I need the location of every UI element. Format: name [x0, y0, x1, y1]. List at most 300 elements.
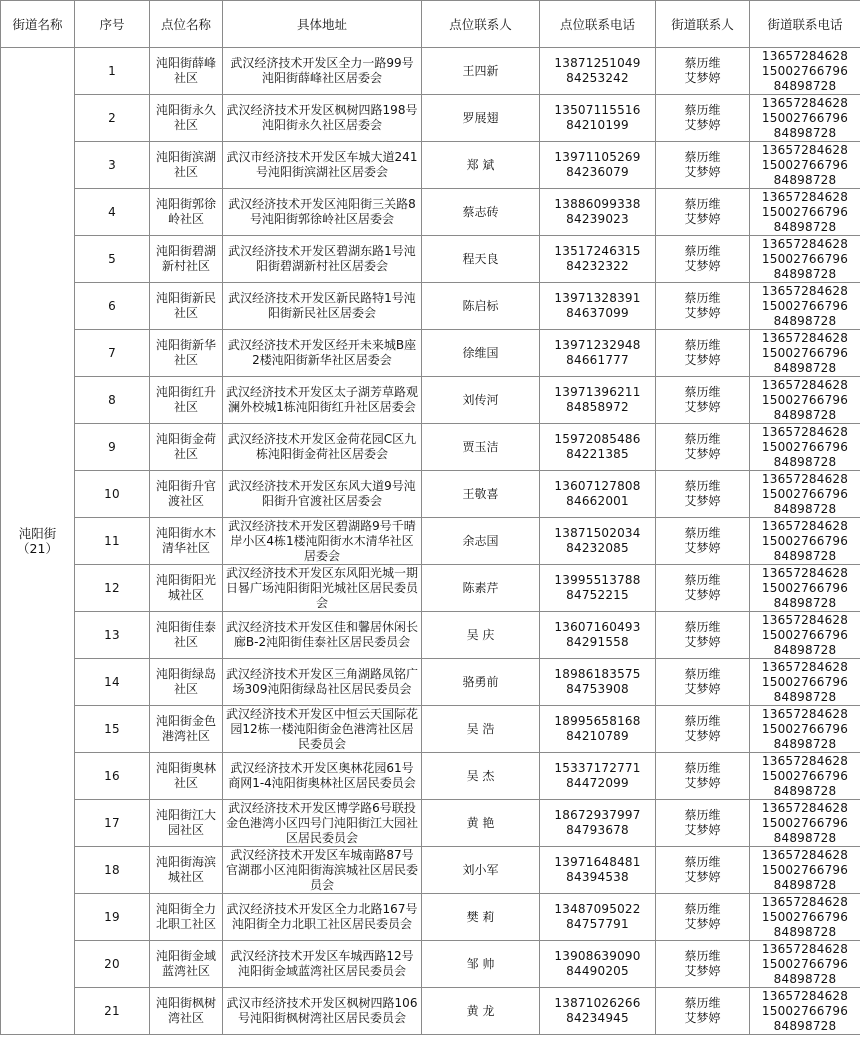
table-row — [1, 424, 860, 471]
street-name: 沌阳街 — [18, 526, 57, 541]
street-contact-1: 蔡历维 — [684, 56, 721, 70]
serial-number: 2 — [75, 95, 150, 142]
street-phone-1: 13657284628 — [761, 894, 849, 909]
street-phone-cell — [750, 941, 860, 988]
street-phone-cell — [750, 800, 860, 847]
serial-number: 20 — [75, 941, 150, 988]
site-address: 武汉经济技术开发区车城西路12号沌阳街金域蓝湾社区居民委员会 — [223, 941, 422, 988]
serial-number: 17 — [75, 800, 150, 847]
street-phone-cell — [750, 471, 860, 518]
street-contact-2: 艾梦婷 — [684, 71, 721, 85]
street-phone-3: 84898728 — [773, 924, 837, 939]
street-phone-cell — [750, 283, 860, 330]
site-address: 武汉经济技术开发区博学路6号联投金色港湾小区四号门沌阳街江大园社区居民委员会 — [223, 800, 422, 847]
site-address: 武汉经济技术开发区车城南路87号官湖郡小区沌阳街海滨城社区居民委员会 — [223, 847, 422, 894]
street-phone-1: 13657284628 — [761, 988, 849, 1003]
street-contact-1: 蔡历维 — [684, 949, 721, 963]
site-mobile: 18995658168 — [554, 714, 641, 728]
site-mobile: 13971648481 — [554, 855, 641, 869]
site-address: 武汉经济技术开发区经开未来城B座2楼沌阳街新华社区居委会 — [223, 330, 422, 377]
site-phone-cell — [540, 48, 656, 95]
table-row — [1, 518, 860, 565]
street-contact-cell — [656, 471, 750, 518]
street-contact-2: 艾梦婷 — [684, 447, 721, 461]
site-contact: 刘小军 — [422, 847, 540, 894]
site-address: 武汉经济技术开发区金荷花园C区九栋沌阳街金荷社区居委会 — [223, 424, 422, 471]
street-phone-2: 15002766796 — [761, 533, 849, 548]
site-mobile: 13487095022 — [554, 902, 641, 916]
header-site-phone: 点位联系电话 — [540, 1, 656, 48]
street-phone-cell — [750, 330, 860, 377]
street-contact-cell — [656, 847, 750, 894]
table-row — [1, 48, 860, 95]
site-landline: 84210199 — [566, 118, 629, 132]
site-landline: 84221385 — [566, 447, 629, 461]
street-phone-3: 84898728 — [773, 642, 837, 657]
street-phone-3: 84898728 — [773, 736, 837, 751]
street-phone-cell — [750, 988, 860, 1035]
street-phone-3: 84898728 — [773, 78, 837, 93]
site-landline: 84253242 — [566, 71, 629, 85]
street-contact-cell — [656, 236, 750, 283]
serial-number: 10 — [75, 471, 150, 518]
street-contact-2: 艾梦婷 — [684, 635, 721, 649]
street-contact-2: 艾梦婷 — [684, 494, 721, 508]
street-contact-2: 艾梦婷 — [684, 1011, 721, 1025]
street-phone-2: 15002766796 — [761, 815, 849, 830]
street-phone-1: 13657284628 — [761, 565, 849, 580]
street-phone-3: 84898728 — [773, 313, 837, 328]
street-phone-1: 13657284628 — [761, 941, 849, 956]
site-phone-cell — [540, 659, 656, 706]
street-phone-3: 84898728 — [773, 595, 837, 610]
site-address: 武汉经济技术开发区太子湖芳草路观澜外校城1栋沌阳街红升社区居委会 — [223, 377, 422, 424]
site-contact: 罗展翅 — [422, 95, 540, 142]
header-site-contact: 点位联系人 — [422, 1, 540, 48]
street-contact-cell — [656, 659, 750, 706]
street-phone-3: 84898728 — [773, 689, 837, 704]
table-row — [1, 283, 860, 330]
street-phone-2: 15002766796 — [761, 157, 849, 172]
table-row — [1, 894, 860, 941]
site-landline: 84490205 — [566, 964, 629, 978]
site-contact: 陈启标 — [422, 283, 540, 330]
site-landline: 84793678 — [566, 823, 629, 837]
street-phone-3: 84898728 — [773, 219, 837, 234]
street-contact-2: 艾梦婷 — [684, 400, 721, 414]
street-phone-3: 84898728 — [773, 266, 837, 281]
street-phone-2: 15002766796 — [761, 768, 849, 783]
street-site-count: （21） — [17, 541, 58, 556]
site-name: 沌阳街薛峰社区 — [150, 48, 223, 95]
street-contact-cell — [656, 283, 750, 330]
street-phone-3: 84898728 — [773, 172, 837, 187]
site-landline: 84858972 — [566, 400, 629, 414]
site-phone-cell — [540, 612, 656, 659]
site-name: 沌阳街郭徐岭社区 — [150, 189, 223, 236]
street-contact-cell — [656, 800, 750, 847]
site-landline: 84291558 — [566, 635, 629, 649]
site-landline: 84210789 — [566, 729, 629, 743]
site-name: 沌阳街红升社区 — [150, 377, 223, 424]
table-row — [1, 659, 860, 706]
serial-number: 19 — [75, 894, 150, 941]
street-phone-cell — [750, 612, 860, 659]
site-landline: 84239023 — [566, 212, 629, 226]
serial-number: 16 — [75, 753, 150, 800]
site-contact: 蔡志砖 — [422, 189, 540, 236]
site-mobile: 13886099338 — [554, 197, 641, 211]
site-phone-cell — [540, 706, 656, 753]
street-phone-1: 13657284628 — [761, 95, 849, 110]
site-name: 沌阳街枫树湾社区 — [150, 988, 223, 1035]
site-mobile: 15337172771 — [554, 761, 641, 775]
street-phone-cell — [750, 424, 860, 471]
site-mobile: 13971328391 — [554, 291, 641, 305]
street-phone-cell — [750, 377, 860, 424]
serial-number: 9 — [75, 424, 150, 471]
street-phone-2: 15002766796 — [761, 63, 849, 78]
site-landline: 84232085 — [566, 541, 629, 555]
site-address: 武汉经济技术开发区佳和馨居休闲长廊B-2沌阳街佳泰社区居民委员会 — [223, 612, 422, 659]
table-row — [1, 565, 860, 612]
table-row — [1, 471, 860, 518]
serial-number: 6 — [75, 283, 150, 330]
site-mobile: 13908639090 — [554, 949, 641, 963]
street-phone-3: 84898728 — [773, 830, 837, 845]
street-contact-2: 艾梦婷 — [684, 259, 721, 273]
site-contact: 王敬喜 — [422, 471, 540, 518]
site-phone-cell — [540, 565, 656, 612]
street-phone-2: 15002766796 — [761, 674, 849, 689]
table-row — [1, 330, 860, 377]
street-contact-2: 艾梦婷 — [684, 353, 721, 367]
street-phone-2: 15002766796 — [761, 580, 849, 595]
serial-number: 3 — [75, 142, 150, 189]
street-contact-1: 蔡历维 — [684, 573, 721, 587]
street-contact-2: 艾梦婷 — [684, 118, 721, 132]
street-contact-cell — [656, 612, 750, 659]
street-phone-2: 15002766796 — [761, 110, 849, 125]
street-phone-cell — [750, 48, 860, 95]
street-phone-1: 13657284628 — [761, 424, 849, 439]
site-name: 沌阳街金色港湾社区 — [150, 706, 223, 753]
site-name: 沌阳街金域蓝湾社区 — [150, 941, 223, 988]
street-contact-1: 蔡历维 — [684, 103, 721, 117]
site-phone-cell — [540, 988, 656, 1035]
site-name: 沌阳街升官渡社区 — [150, 471, 223, 518]
serial-number: 4 — [75, 189, 150, 236]
street-contact-1: 蔡历维 — [684, 479, 721, 493]
street-phone-3: 84898728 — [773, 360, 837, 375]
street-contact-cell — [656, 753, 750, 800]
street-contact-2: 艾梦婷 — [684, 588, 721, 602]
street-phone-1: 13657284628 — [761, 847, 849, 862]
site-address: 武汉经济技术开发区三角湖路凤铭广场309沌阳街绿岛社区居民委员会 — [223, 659, 422, 706]
street-phone-3: 84898728 — [773, 454, 837, 469]
street-contact-1: 蔡历维 — [684, 291, 721, 305]
serial-number: 13 — [75, 612, 150, 659]
street-phone-1: 13657284628 — [761, 283, 849, 298]
street-contact-1: 蔡历维 — [684, 620, 721, 634]
header-street-contact: 街道联系人 — [656, 1, 750, 48]
site-address: 武汉经济技术开发区全力北路167号沌阳街全力北职工社区居民委员会 — [223, 894, 422, 941]
site-mobile: 18986183575 — [554, 667, 641, 681]
header-serial-number: 序号 — [75, 1, 150, 48]
street-phone-3: 84898728 — [773, 1018, 837, 1033]
site-name: 沌阳街水木清华社区 — [150, 518, 223, 565]
street-phone-2: 15002766796 — [761, 392, 849, 407]
street-contact-1: 蔡历维 — [684, 526, 721, 540]
serial-number: 7 — [75, 330, 150, 377]
serial-number: 12 — [75, 565, 150, 612]
street-name-cell — [1, 48, 75, 1035]
site-landline: 84753908 — [566, 682, 629, 696]
site-contact: 刘传河 — [422, 377, 540, 424]
street-phone-2: 15002766796 — [761, 956, 849, 971]
street-contact-cell — [656, 988, 750, 1035]
site-address: 武汉市经济技术开发区车城大道241号沌阳街滨湖社区居委会 — [223, 142, 422, 189]
site-phone-cell — [540, 471, 656, 518]
site-contact: 黄 艳 — [422, 800, 540, 847]
street-contact-1: 蔡历维 — [684, 761, 721, 775]
street-contact-cell — [656, 377, 750, 424]
street-contact-1: 蔡历维 — [684, 902, 721, 916]
table-row — [1, 847, 860, 894]
street-contact-cell — [656, 941, 750, 988]
site-mobile: 18672937997 — [554, 808, 641, 822]
site-address: 武汉经济技术开发区中恒云天国际花园12栋一楼沌阳街金色港湾社区居民委员会 — [223, 706, 422, 753]
site-name: 沌阳街海滨城社区 — [150, 847, 223, 894]
street-phone-3: 84898728 — [773, 783, 837, 798]
street-contact-cell — [656, 189, 750, 236]
street-phone-cell — [750, 236, 860, 283]
site-phone-cell — [540, 518, 656, 565]
site-phone-cell — [540, 424, 656, 471]
street-phone-3: 84898728 — [773, 125, 837, 140]
street-contact-cell — [656, 894, 750, 941]
site-phone-cell — [540, 847, 656, 894]
site-address: 武汉经济技术开发区碧湖路9号千晴岸小区4栋1楼沌阳街水木清华社区居委会 — [223, 518, 422, 565]
site-landline: 84757791 — [566, 917, 629, 931]
street-contact-1: 蔡历维 — [684, 385, 721, 399]
street-phone-3: 84898728 — [773, 971, 837, 986]
table-row — [1, 706, 860, 753]
site-mobile: 13871502034 — [554, 526, 641, 540]
street-phone-1: 13657284628 — [761, 236, 849, 251]
street-phone-2: 15002766796 — [761, 439, 849, 454]
street-contact-2: 艾梦婷 — [684, 165, 721, 179]
street-phone-1: 13657284628 — [761, 800, 849, 815]
street-phone-1: 13657284628 — [761, 659, 849, 674]
street-contact-1: 蔡历维 — [684, 244, 721, 258]
street-phone-1: 13657284628 — [761, 189, 849, 204]
site-contact: 王四新 — [422, 48, 540, 95]
street-contact-2: 艾梦婷 — [684, 541, 721, 555]
street-contact-1: 蔡历维 — [684, 338, 721, 352]
street-contact-cell — [656, 424, 750, 471]
street-contact-1: 蔡历维 — [684, 432, 721, 446]
serial-number: 14 — [75, 659, 150, 706]
street-phone-2: 15002766796 — [761, 298, 849, 313]
street-phone-2: 15002766796 — [761, 486, 849, 501]
street-contact-cell — [656, 518, 750, 565]
serial-number: 11 — [75, 518, 150, 565]
site-mobile: 13517246315 — [554, 244, 641, 258]
site-phone-cell — [540, 377, 656, 424]
site-name: 沌阳街全力北职工社区 — [150, 894, 223, 941]
site-contact: 贾玉洁 — [422, 424, 540, 471]
street-contact-2: 艾梦婷 — [684, 212, 721, 226]
site-address: 武汉经济技术开发区全力一路99号沌阳街薛峰社区居委会 — [223, 48, 422, 95]
street-contact-1: 蔡历维 — [684, 714, 721, 728]
street-phone-2: 15002766796 — [761, 627, 849, 642]
site-mobile: 13971105269 — [554, 150, 641, 164]
site-phone-cell — [540, 236, 656, 283]
table-row — [1, 612, 860, 659]
street-phone-cell — [750, 95, 860, 142]
street-phone-1: 13657284628 — [761, 753, 849, 768]
street-phone-3: 84898728 — [773, 877, 837, 892]
site-name: 沌阳街佳泰社区 — [150, 612, 223, 659]
street-phone-cell — [750, 565, 860, 612]
site-phone-cell — [540, 189, 656, 236]
street-contact-1: 蔡历维 — [684, 808, 721, 822]
site-mobile: 13507115516 — [554, 103, 641, 117]
site-contact: 黄 龙 — [422, 988, 540, 1035]
site-mobile: 13607127808 — [554, 479, 641, 493]
site-landline: 84232322 — [566, 259, 629, 273]
street-phone-1: 13657284628 — [761, 612, 849, 627]
street-phone-3: 84898728 — [773, 548, 837, 563]
site-contact: 郑 斌 — [422, 142, 540, 189]
header-street-phone: 街道联系电话 — [750, 1, 860, 48]
site-address: 武汉市经济技术开发区枫树四路106号沌阳街枫树湾社区居民委员会 — [223, 988, 422, 1035]
site-contact: 邹 帅 — [422, 941, 540, 988]
table-row — [1, 189, 860, 236]
street-phone-2: 15002766796 — [761, 721, 849, 736]
street-phone-1: 13657284628 — [761, 330, 849, 345]
site-phone-cell — [540, 283, 656, 330]
site-landline: 84472099 — [566, 776, 629, 790]
street-phone-2: 15002766796 — [761, 862, 849, 877]
site-phone-cell — [540, 894, 656, 941]
table-row — [1, 988, 860, 1035]
site-address: 武汉经济技术开发区东风阳光城一期日晷广场沌阳街阳光城社区居民委员会 — [223, 565, 422, 612]
street-contact-2: 艾梦婷 — [684, 776, 721, 790]
serial-number: 21 — [75, 988, 150, 1035]
site-contact: 吴 杰 — [422, 753, 540, 800]
street-phone-cell — [750, 142, 860, 189]
street-phone-1: 13657284628 — [761, 471, 849, 486]
site-name: 沌阳街滨湖社区 — [150, 142, 223, 189]
site-contact: 樊 莉 — [422, 894, 540, 941]
street-phone-1: 13657284628 — [761, 377, 849, 392]
site-address: 武汉经济技术开发区碧湖东路1号沌阳街碧湖新村社区居委会 — [223, 236, 422, 283]
site-contact: 陈素芹 — [422, 565, 540, 612]
street-phone-cell — [750, 518, 860, 565]
street-phone-cell — [750, 659, 860, 706]
street-phone-cell — [750, 753, 860, 800]
street-contact-cell — [656, 142, 750, 189]
street-phone-cell — [750, 189, 860, 236]
site-contact: 徐维国 — [422, 330, 540, 377]
site-address: 武汉经济技术开发区奥林花园61号商网1-4沌阳街奥林社区居民委员会 — [223, 753, 422, 800]
header-row — [1, 1, 860, 48]
street-phone-2: 15002766796 — [761, 251, 849, 266]
serial-number: 18 — [75, 847, 150, 894]
street-contact-1: 蔡历维 — [684, 150, 721, 164]
site-address: 武汉经济技术开发区沌阳街三关路8号沌阳街郭徐岭社区居委会 — [223, 189, 422, 236]
site-mobile: 13607160493 — [554, 620, 641, 634]
street-phone-2: 15002766796 — [761, 909, 849, 924]
site-mobile: 13971232948 — [554, 338, 641, 352]
site-landline: 84637099 — [566, 306, 629, 320]
site-name: 沌阳街永久社区 — [150, 95, 223, 142]
site-address: 武汉经济技术开发区枫树四路198号沌阳街永久社区居委会 — [223, 95, 422, 142]
table-row — [1, 753, 860, 800]
site-phone-cell — [540, 330, 656, 377]
table-row — [1, 941, 860, 988]
site-name: 沌阳街新民社区 — [150, 283, 223, 330]
street-contact-1: 蔡历维 — [684, 996, 721, 1010]
site-phone-cell — [540, 142, 656, 189]
street-phone-1: 13657284628 — [761, 706, 849, 721]
site-name: 沌阳街新华社区 — [150, 330, 223, 377]
site-contact: 吴 浩 — [422, 706, 540, 753]
street-contact-cell — [656, 565, 750, 612]
street-phone-2: 15002766796 — [761, 1003, 849, 1018]
site-contact: 骆勇前 — [422, 659, 540, 706]
site-mobile: 13871026266 — [554, 996, 641, 1010]
street-phone-3: 84898728 — [773, 407, 837, 422]
street-contact-1: 蔡历维 — [684, 667, 721, 681]
site-name: 沌阳街金荷社区 — [150, 424, 223, 471]
table-row — [1, 377, 860, 424]
site-landline: 84236079 — [566, 165, 629, 179]
site-phone-cell — [540, 941, 656, 988]
street-phone-2: 15002766796 — [761, 345, 849, 360]
street-contact-2: 艾梦婷 — [684, 823, 721, 837]
street-contact-1: 蔡历维 — [684, 855, 721, 869]
street-phone-cell — [750, 894, 860, 941]
table-row — [1, 95, 860, 142]
site-phone-cell — [540, 800, 656, 847]
street-contact-cell — [656, 330, 750, 377]
site-landline: 84234945 — [566, 1011, 629, 1025]
serial-number: 5 — [75, 236, 150, 283]
site-name: 沌阳街江大园社区 — [150, 800, 223, 847]
table-row — [1, 142, 860, 189]
street-contact-cell — [656, 48, 750, 95]
site-contact: 吴 庆 — [422, 612, 540, 659]
street-phone-cell — [750, 706, 860, 753]
street-phone-cell — [750, 847, 860, 894]
site-name: 沌阳街阳光城社区 — [150, 565, 223, 612]
table-row — [1, 236, 860, 283]
serial-number: 15 — [75, 706, 150, 753]
site-landline: 84662001 — [566, 494, 629, 508]
street-contact-cell — [656, 95, 750, 142]
street-phone-2: 15002766796 — [761, 204, 849, 219]
site-contact: 余志国 — [422, 518, 540, 565]
serial-number: 8 — [75, 377, 150, 424]
site-name: 沌阳街碧湖新村社区 — [150, 236, 223, 283]
site-address: 武汉经济技术开发区东风大道9号沌阳街升官渡社区居委会 — [223, 471, 422, 518]
serial-number: 1 — [75, 48, 150, 95]
site-mobile: 13871251049 — [554, 56, 641, 70]
site-name: 沌阳街绿岛社区 — [150, 659, 223, 706]
